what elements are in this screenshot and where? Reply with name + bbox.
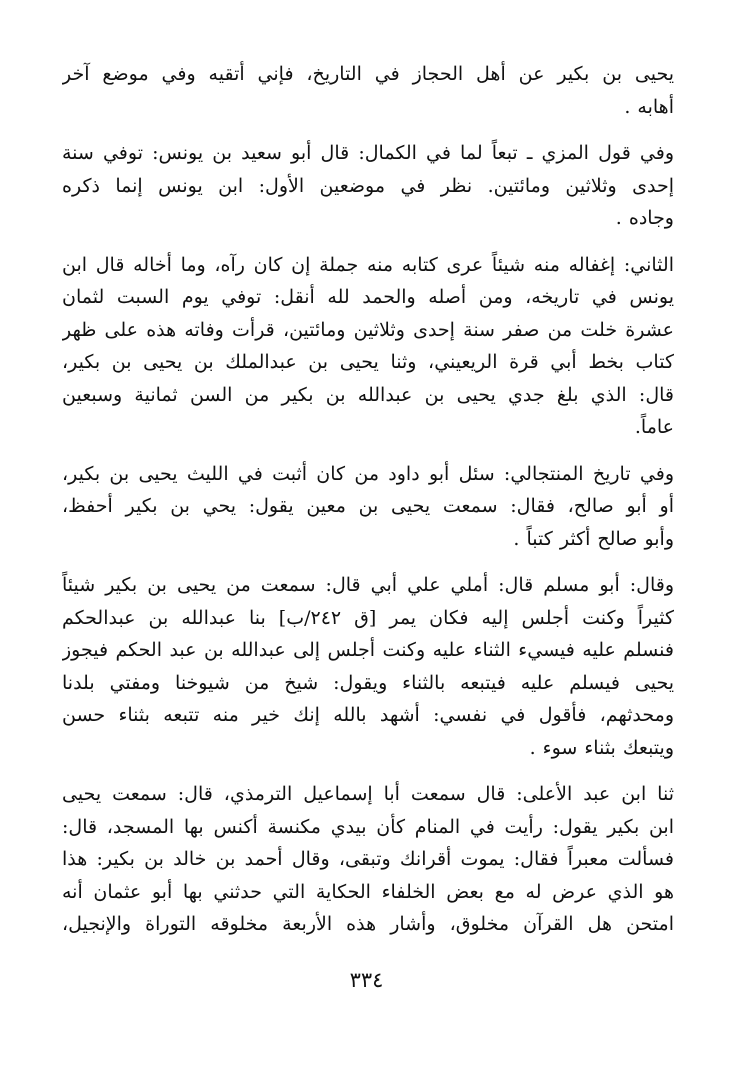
text-line: يحيى بن بكير عن أهل الحجاز في التاريخ، فإني أتقيه وفي موضع آخر	[62, 63, 674, 85]
text-line: ومحدثهم، فأقول في نفسي: أشهد بالله إنك خير منه تتبعه بثناء حسن	[62, 704, 674, 726]
text-line: يونس في تاريخه، ومن أصله والحمد لله أنقل: توفي يوم السبت لثمان	[62, 286, 674, 308]
paragraph-1	[62, 58, 674, 123]
page-body	[62, 58, 674, 955]
text-line: كتاب بخط أبي قرة الريعيني، وثنا يحيى بن عبدالملك بن يحيى بن بكير،	[62, 351, 674, 373]
text-line: امتحن هل القرآن مخلوق، وأشار هذه الأربعة مخلوقه التوراة والإنجيل،	[62, 913, 674, 935]
paragraph-5	[62, 569, 674, 764]
text-line: وفي تاريخ المنتجالي: سئل أبو داود من كان أثبت في الليث يحيى بن بكير،	[62, 462, 674, 485]
paragraph-3	[62, 249, 674, 444]
text-line: ويتبعك بثناء سوء .	[529, 736, 674, 759]
text-line: وأبو صالح أكثر كتباً .	[513, 527, 674, 550]
text-line: إحدى وثلاثين ومائتين. نظر في موضعين الأول: ابن يونس إنما ذكره	[62, 174, 674, 197]
text-line: يحيى فيسلم عليه فيتبعه بالثناء ويقول: شيخ من شيوخنا ومفتي بلدنا	[62, 671, 674, 694]
text-line: كثيراً وكنت أجلس إليه فكان يمر [ق ٢٤٢/ب] بنا عبدالله بن عبدالحكم	[62, 606, 674, 629]
paragraph-4	[62, 458, 674, 556]
text-line: فنسلم عليه فيسيء الثناء عليه وكنت أجلس إلى عبدالله بن عبد الحكم فيجوز	[62, 639, 674, 661]
text-line: عشرة خلت من صفر سنة إحدى وثلاثين ومائتين، قرأت وفاته هذه على ظهر	[62, 318, 674, 341]
text-line: عاماً.	[634, 416, 674, 438]
text-line: أهابه .	[624, 95, 674, 118]
text-line: وقال: أبو مسلم قال: أملي علي أبي قال: سمعت من يحيى بن بكير شيئاً	[62, 574, 674, 596]
text-line: قال: الذي بلغ جدي يحيى بن عبدالله بن بكير من السن ثمانية وسبعين	[62, 383, 674, 406]
text-line: وجاده .	[615, 207, 674, 229]
paragraph-6	[62, 778, 674, 941]
page-number: ٣٣٤	[349, 968, 384, 992]
paragraph-2	[62, 137, 674, 235]
text-line: هو الذي عرض له مع بعض الخلفاء الحكاية التي حدثني بها أبو عثمان أنه	[62, 880, 674, 903]
text-line: أو أبو صالح، فقال: سمعت يحيى بن معين يقول: يحي بن بكير أحفظ،	[62, 495, 674, 517]
text-line: الثاني: إغفاله منه شيئاً عرى كتابه منه جملة إن كان رآه، وما أخاله قال ابن	[62, 253, 674, 276]
text-line: فسألت معبراً فقال: يموت أقرانك وتبقى، وقال أحمد بن خالد بن بكير: هذا	[62, 848, 674, 870]
text-line: ابن بكير يقول: رأيت في المنام كأن بيدي مكنسة أكنس بها المسجد، قال:	[62, 815, 674, 838]
text-line: وفي قول المزي ـ تبعاً لما في الكمال: قال أبو سعيد بن يونس: توفي سنة	[62, 142, 674, 164]
text-line: ثنا ابن عبد الأعلى: قال سمعت أبا إسماعيل الترمذي، قال: سمعت يحيى	[62, 783, 674, 805]
